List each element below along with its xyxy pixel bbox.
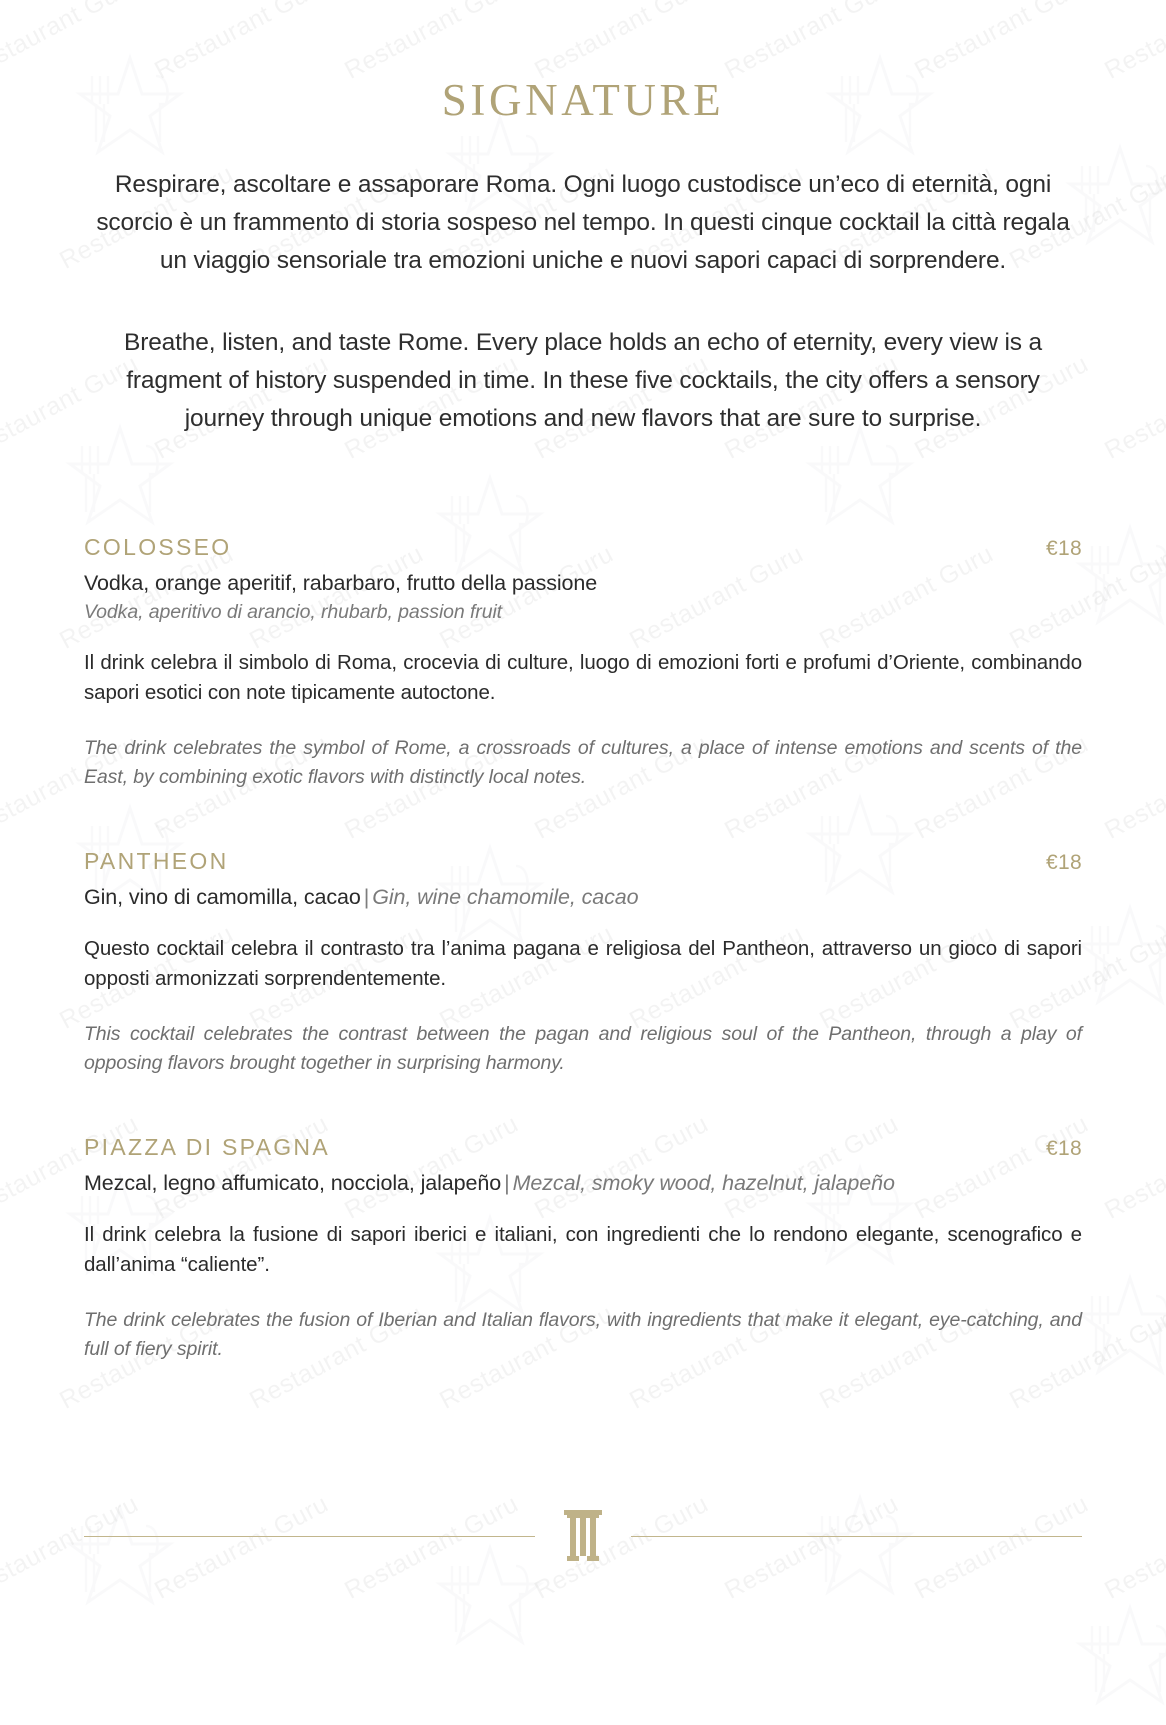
cocktail-item xyxy=(84,848,1082,1078)
cocktail-description-italian: Il drink celebra il simbolo di Roma, crocevia di culture, luogo di emozioni forti e profumi d’Oriente, combinando sapori esotici con note tipicamente autoctone. xyxy=(84,651,1082,704)
intro-paragraph-english: Breathe, listen, and taste Rome. Every place holds an echo of eternity, every view is a fragment of history suspended in time. In these five cocktails, the city offers a sensory journey through unique emotions and new flavors that are sure to surprise. xyxy=(124,329,1042,432)
divider-rule-right xyxy=(631,1536,1082,1537)
cocktail-item xyxy=(84,1134,1082,1364)
footer-divider xyxy=(84,1508,1082,1564)
cocktail-ingredients: Vodka, orange aperitif, rabarbaro, frutto della passione xyxy=(84,571,598,595)
ingredients-separator: | xyxy=(363,885,370,909)
cocktail-description-english: The drink celebrates the fusion of Iberian and Italian flavors, with ingredients that make it elegant, eye-catching, and full of fiery spirit. xyxy=(84,1309,1082,1360)
cocktail-name: PANTHEON xyxy=(84,848,229,874)
cocktail-description-english: This cocktail celebrates the contrast between the pagan and religious soul of the Pantheon, through a play of opposing flavors brought together in surprising harmony. xyxy=(84,1023,1082,1074)
ingredients-english: Gin, wine chamomile, cacao xyxy=(372,885,639,909)
cocktail-price: €18 xyxy=(1046,851,1082,874)
divider-rule-left xyxy=(84,1536,535,1537)
cocktail-header xyxy=(84,1134,1082,1161)
cocktail-description-italian: Questo cocktail celebra il contrasto tra l’anima pagana e religiosa del Pantheon, attraverso un gioco di sapori opposti armonizzati sorprendentemente. xyxy=(84,937,1082,990)
cocktail-header xyxy=(84,534,1082,561)
cocktail-header xyxy=(84,848,1082,875)
intro-block xyxy=(84,166,1082,438)
cocktail-item xyxy=(84,534,1082,792)
cocktail-price: €18 xyxy=(1046,1137,1082,1160)
cocktail-description-english: The drink celebrates the symbol of Rome, a crossroads of cultures, a place of intense emotions and scents of the East, by combining exotic flavors with distinctly local notes. xyxy=(84,737,1082,788)
cocktail-name: PIAZZA DI SPAGNA xyxy=(84,1134,330,1160)
cocktail-price: €18 xyxy=(1046,537,1082,560)
page-title: SIGNATURE xyxy=(441,75,725,125)
ingredients-separator: | xyxy=(504,1171,510,1195)
roman-columns-ornament-icon xyxy=(535,1508,631,1564)
cocktail-name: COLOSSEO xyxy=(84,534,232,560)
ingredients-italian: Mezcal, legno affumicato, nocciola, jalapeño xyxy=(84,1171,502,1195)
intro-paragraph-italian: Respirare, ascoltare e assaporare Roma. Ogni luogo custodisce un’eco di eternità, ogni scorcio è un frammento di storia sospeso nel tempo. In questi cinque cocktail la città regala un viaggio sensoriale tra emozioni uniche e nuovi sapori capaci di sorprendere. xyxy=(96,171,1070,274)
cocktail-list xyxy=(84,534,1082,1364)
cocktail-ingredients xyxy=(84,882,1082,912)
cocktail-ingredients xyxy=(84,1168,1082,1198)
ingredients-english: Mezcal, smoky wood, hazelnut, jalapeño xyxy=(512,1171,895,1195)
ingredients-italian: Gin, vino di camomilla, cacao xyxy=(84,885,361,909)
cocktail-description-italian: Il drink celebra la fusione di sapori iberici e italiani, con ingredienti che lo rendono elegante, scenografico e dall’anima “caliente”. xyxy=(84,1223,1082,1276)
cocktail-ingredients-english: Vodka, aperitivo di arancio, rhubarb, passion fruit xyxy=(84,601,502,623)
